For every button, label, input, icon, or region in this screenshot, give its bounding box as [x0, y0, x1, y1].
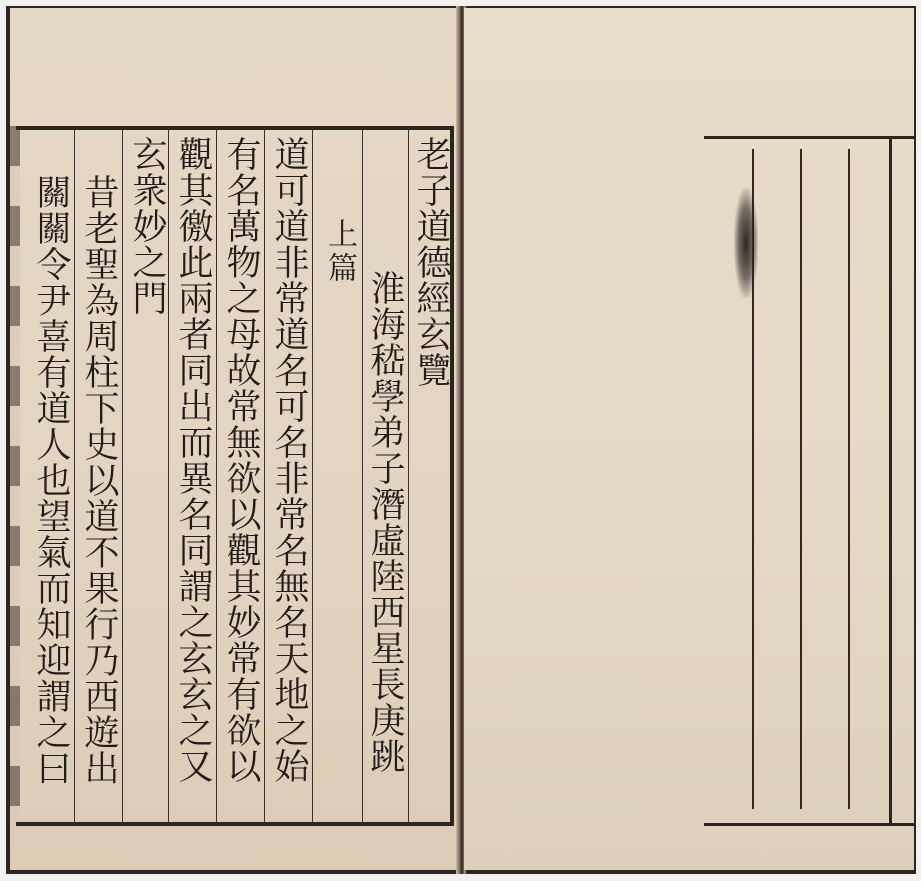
- text-frame: [16, 126, 454, 826]
- text-column-6: 關關令尹喜有道人也望氣而知迎謂之曰: [31, 174, 71, 786]
- author-suffix: 跳: [365, 738, 405, 774]
- author-line: [364, 270, 406, 774]
- column-divider: [752, 149, 754, 809]
- column-divider: [408, 130, 409, 822]
- column-divider: [362, 130, 363, 822]
- text-column-2: 有名萬物之母故常無欲以觀其妙常有欲以: [221, 136, 261, 784]
- column-divider: [74, 130, 75, 822]
- column-divider: [168, 130, 169, 822]
- left-page: [10, 8, 458, 870]
- text-column-4: 玄衆妙之門: [127, 136, 167, 316]
- column-divider: [264, 130, 265, 822]
- column-divider: [800, 149, 802, 809]
- text-column-5: 昔老聖為周柱下史以道不果行乃西遊出: [79, 174, 119, 786]
- author-name: 淮海嵇學弟子潛虛陸西星長庚: [365, 270, 405, 738]
- text-column-3: 觀其徼此兩者同出而異名同謂之玄玄之又: [173, 136, 213, 784]
- column-divider: [848, 149, 850, 809]
- book-title: 老子道德經玄覽: [411, 136, 451, 388]
- right-edge-strip: [889, 136, 914, 826]
- column-divider: [216, 130, 217, 822]
- column-divider: [122, 130, 123, 822]
- right-frame: [704, 136, 914, 826]
- column-divider: [312, 130, 313, 822]
- text-column-1: 道可道非常道名可名非常名無名天地之始: [269, 136, 309, 784]
- open-book: [6, 6, 916, 874]
- right-page: [464, 8, 914, 870]
- section-heading: 上篇: [322, 218, 357, 286]
